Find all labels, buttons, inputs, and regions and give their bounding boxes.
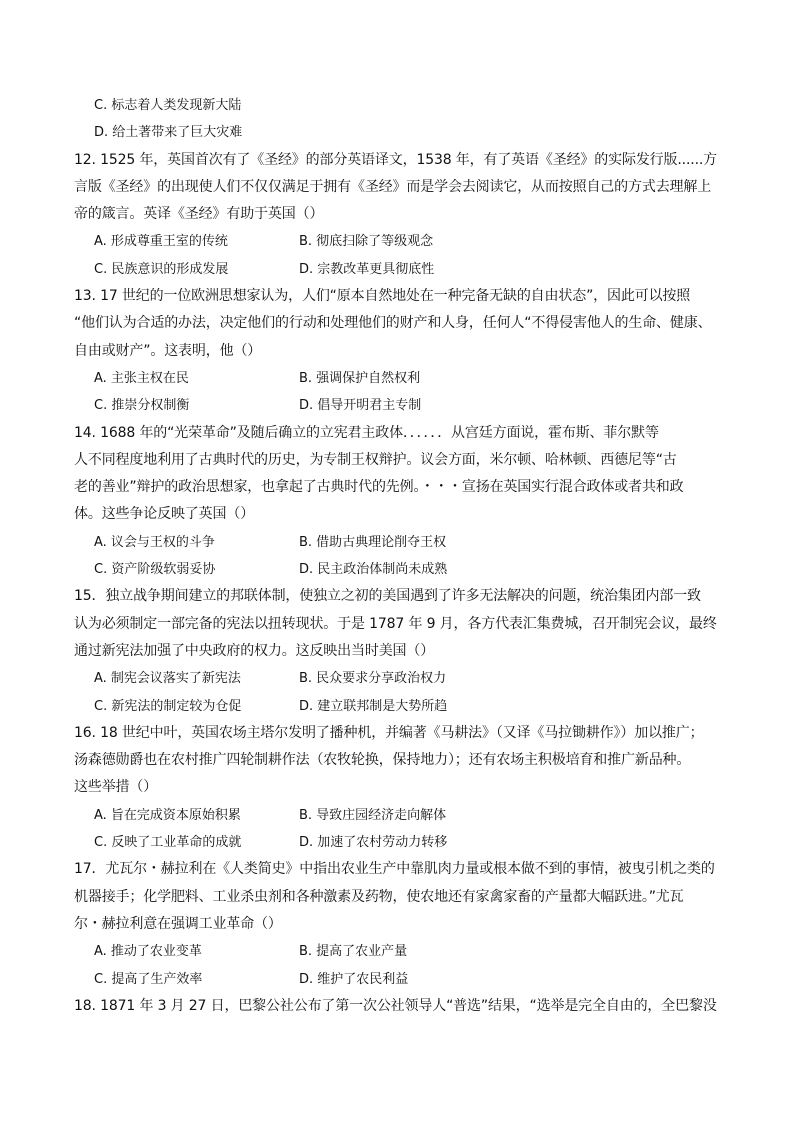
question-text-line: 机器接手；化学肥料、工业杀虫剂和各种激素及药物，使农地还有家禽家畜的产量都大幅跃进。”尤瓦 [74,888,684,905]
question-text-line: 尔・赫拉利意在强调工业革命（） [74,915,282,932]
answer-option: D. 维护了农民利益 [299,971,409,987]
option-row [74,693,714,720]
question-text-line: 帝的箴言。英译《圣经》有助于英国（） [74,206,324,223]
answer-option: A. 旨在完成资本原始积累 [94,807,241,823]
option-row [74,392,714,419]
question-block [74,147,718,283]
question-block [74,283,714,419]
question-text-line: 18. 1871 年 3 月 27 日，巴黎公社公布了第一次公社领导人“普选”结果，“选举是完全自由的，全巴黎没 [74,997,717,1014]
answer-option: B. 强调保护自然权利 [299,370,421,386]
answer-option: D. 加速了农村劳动力转移 [299,835,448,851]
answer-option: D. 倡导开明君主专制 [299,398,422,414]
question-text-line: 13. 17 世纪的一位欧洲思想家认为，人们“原本自然地处在一种完备无缺的自由状态”，因此可以按照 [74,288,691,305]
option-c: C. 标志着人类发现新大陆 [94,98,242,113]
answer-option: A. 形成尊重王室的传统 [94,234,228,250]
option-row [74,228,714,255]
answer-option: C. 资产阶级软弱妥协 [94,562,216,578]
question-text-line: 认为必须制定一部完备的宪法以扭转现状。于是 1787 年 9 月，各方代表汇集费城，召开制宪会议，最终 [74,615,717,632]
question-block [74,720,714,856]
answer-option: C. 提高了生产效率 [94,971,203,987]
question-text-line: 自由或财产”。这表明，他（） [74,342,262,359]
question-text-line: 人不同程度地利用了古典时代的历史，为专制王权辩护。议会方面，米尔顿、哈林顿、西德尼等“古 [74,451,677,468]
question-text-line: 17．尤瓦尔・赫拉利在《人类简史》中指出农业生产中靠肌肉力量或根本做不到的事情，被曳引机之类的 [74,861,715,878]
question-block [74,583,717,719]
question-text-line: 16. 18 世纪中叶，英国农场主塔尔发明了播种机，并编著《马耕法》（又译《马拉锄耕作》）加以推广； [74,724,704,741]
option-row [74,802,714,829]
answer-option: B. 提高了农业产量 [299,944,408,960]
answer-option: A. 制宪会议落实了新宪法 [94,671,241,687]
option-row [74,665,714,692]
option-row [74,829,714,856]
answer-option: C. 反映了工业革命的成就 [94,835,242,851]
answer-option: C. 推崇分权制衡 [94,398,190,414]
answer-option: B. 导致庄园经济走向解体 [299,807,447,823]
question-text-line: 汤森德勋爵也在农村推广四轮制耕作法（农牧轮换，保持地力）；还有农场主积极培育和推广新品种。 [74,752,691,769]
option-row [74,365,714,392]
option-d: D. 给土著带来了巨大灾难 [94,125,243,141]
answer-option: C. 民族意识的形成发展 [94,261,229,277]
answer-option: A. 主张主权在民 [94,370,189,386]
prev-question-options [74,92,714,147]
option-row [74,529,714,556]
question-text-line: 言版《圣经》的出现使人们不仅仅满足于拥有《圣经》而是学会去阅读它，从而按照自己的方式去理解上 [74,178,712,195]
question-text-line: “他们认为合适的办法，决定他们的行动和处理他们的财产和人身，任何人“不得侵害他人的生命、健康、 [74,315,712,332]
answer-option: B. 借助古典理论削夺王权 [299,534,447,550]
question-block [74,420,714,584]
question-block [74,856,714,992]
question-text-line: 12. 1525 年，英国首次有了《圣经》的部分英语译文，1538 年，有了英语《圣经》的实际发行版......方 [74,151,718,168]
question-text-line: 这些举措（） [74,779,158,796]
question-text-line: 14. 1688 年的“光荣革命”及随后确立的立宪君主政体．．．．．．从宫廷方面说，霍布斯、菲尔默等 [74,424,659,441]
answer-option: A. 推动了农业变革 [94,944,202,960]
question-list [74,147,718,1021]
question-block [74,993,717,1020]
option-row [74,556,714,583]
question-text-line: 体。这些争论反映了英国（） [74,506,255,523]
option-row [74,256,714,283]
option-row [74,966,714,993]
answer-option: B. 彻底扫除了等级观念 [299,234,434,250]
question-text-line: 老的善业”辩护的政治思想家，也拿起了古典时代的先例。・・・宣扬在英国实行混合政体或者共和政 [74,479,684,496]
answer-option: B. 民众要求分享政治权力 [299,671,447,687]
answer-option: D. 民主政治体制尚未成熟 [299,562,448,578]
answer-option: A. 议会与王权的斗争 [94,534,215,550]
question-text-line: 15．独立战争期间建立的邦联体制，使独立之初的美国遇到了许多无法解决的问题，统治集团内部一致 [74,588,701,605]
question-text-line: 通过新宪法加强了中央政府的权力。这反映出当时美国（） [74,642,435,659]
answer-option: D. 建立联邦制是大势所趋 [299,698,448,714]
option-row [74,938,714,965]
answer-option: D. 宗教改革更具彻底性 [299,261,435,277]
exam-content [74,92,718,1020]
answer-option: C. 新宪法的制定较为仓促 [94,698,242,714]
